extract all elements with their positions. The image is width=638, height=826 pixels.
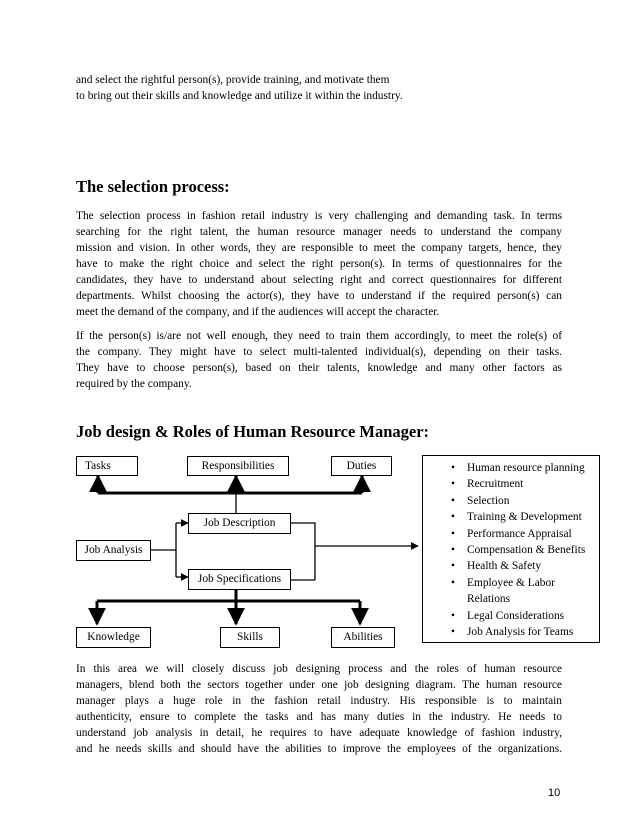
selection-para1-line: mission and vision. In other words, they are responsible to meet the company targets, hence, they [76, 242, 562, 254]
list-item [423, 624, 599, 640]
bullet-icon: • [451, 544, 455, 557]
abilities-box: Abilities [331, 627, 395, 648]
list-item [423, 460, 599, 476]
role-label: Employee & Labor Relations [467, 576, 555, 606]
role-label: Training & Development [467, 511, 582, 524]
jobdesign-para-line: understand job analysis in detail, he requires to have adequate knowledge of fashion industry, [76, 727, 562, 739]
responsibilities-box: Responsibilities [187, 456, 289, 476]
tasks-box: Tasks [76, 456, 138, 476]
selection-para1-line: departments. Whilst choosing the actor(s), they have to understand if the required person(s) can [76, 290, 562, 302]
intro-line-2: to bring out their skills and knowledge and utilize it within the industry. [76, 90, 403, 102]
selection-para1-line: meet the demand of the company, and if the audiences will accept the character. [76, 306, 440, 318]
jobdesign-para-line: and he needs skills and should have the abilities to improve the employees of the organizations. [76, 743, 562, 755]
knowledge-box: Knowledge [76, 627, 151, 648]
role-label: Job Analysis for Teams [467, 626, 574, 639]
jobdesign-para-line: managers, blend both the sectors together under one job designing diagram. The human resource [76, 679, 562, 691]
selection-para2-line: required by the company. [76, 378, 192, 390]
role-label: Performance Appraisal [467, 527, 572, 540]
bullet-icon: • [451, 462, 455, 474]
bullet-icon: • [451, 560, 455, 573]
list-item [423, 509, 599, 525]
list-item [423, 575, 599, 608]
selection-para2-line: If the person(s) is/are not well enough, they need to train them accordingly, to meet the role(s) of [76, 330, 562, 342]
selection-para1-line: searching for the right talent, the human resource manager needs to understand the company [76, 226, 562, 238]
jobdesign-para-line: authenticity, ensure to complete the tasks and has many duties in the industry. He needs to [76, 711, 562, 723]
bullet-icon: • [451, 511, 455, 524]
job-description-box: Job Description [188, 513, 291, 534]
role-label: Recruitment [467, 478, 524, 491]
bullet-icon: • [451, 494, 455, 507]
list-item [423, 542, 599, 558]
list-item [423, 493, 599, 509]
jobdesign-para-line: In this area we will closely discuss job designing process and the roles of human resource [76, 663, 562, 675]
list-item [423, 608, 599, 624]
selection-para2-line: They have to choose person(s), based on their talents, knowledge and many other factors as [76, 362, 562, 374]
role-label: Selection [467, 494, 510, 507]
jobdesign-heading: Job design & Roles of Human Resource Manager: [76, 422, 430, 441]
role-label: Health & Safety [467, 560, 542, 573]
role-label: Human resource planning [467, 462, 585, 474]
intro-line-1: and select the rightful person(s), provide training, and motivate them [76, 74, 390, 86]
skills-box: Skills [220, 627, 280, 648]
job-specifications-box: Job Specifications [188, 569, 291, 590]
job-analysis-box: Job Analysis [76, 540, 151, 561]
list-item [423, 526, 599, 542]
selection-para1-line: have to make the right choice and select the right person(s). In terms of questionnaires for the [76, 258, 562, 270]
bullet-icon: • [451, 609, 455, 622]
page-number: 10 [548, 787, 561, 799]
bullet-icon: • [451, 478, 455, 491]
role-label: Legal Considerations [467, 609, 565, 622]
hr-roles-list [422, 455, 600, 643]
duties-box: Duties [331, 456, 392, 476]
list-item [423, 558, 599, 574]
bullet-icon: • [451, 576, 455, 589]
bullet-icon: • [451, 626, 455, 639]
selection-para1-line: The selection process in fashion retail industry is very challenging and demanding task. In terms [76, 210, 562, 222]
selection-para1-line: candidates, they have to understand about selecting right and correct questionnaires for different [76, 274, 562, 286]
role-label: Compensation & Benefits [467, 544, 586, 557]
bullet-icon: • [451, 527, 455, 540]
selection-para2-line: the company. They might have to select multi-talented individual(s), depending on their tasks. [76, 346, 562, 358]
selection-heading: The selection process: [76, 177, 230, 196]
list-item [423, 476, 599, 492]
jobdesign-para-line: manager plays a huge role in the fashion retail industry. His responsible is to maintain [76, 695, 562, 707]
